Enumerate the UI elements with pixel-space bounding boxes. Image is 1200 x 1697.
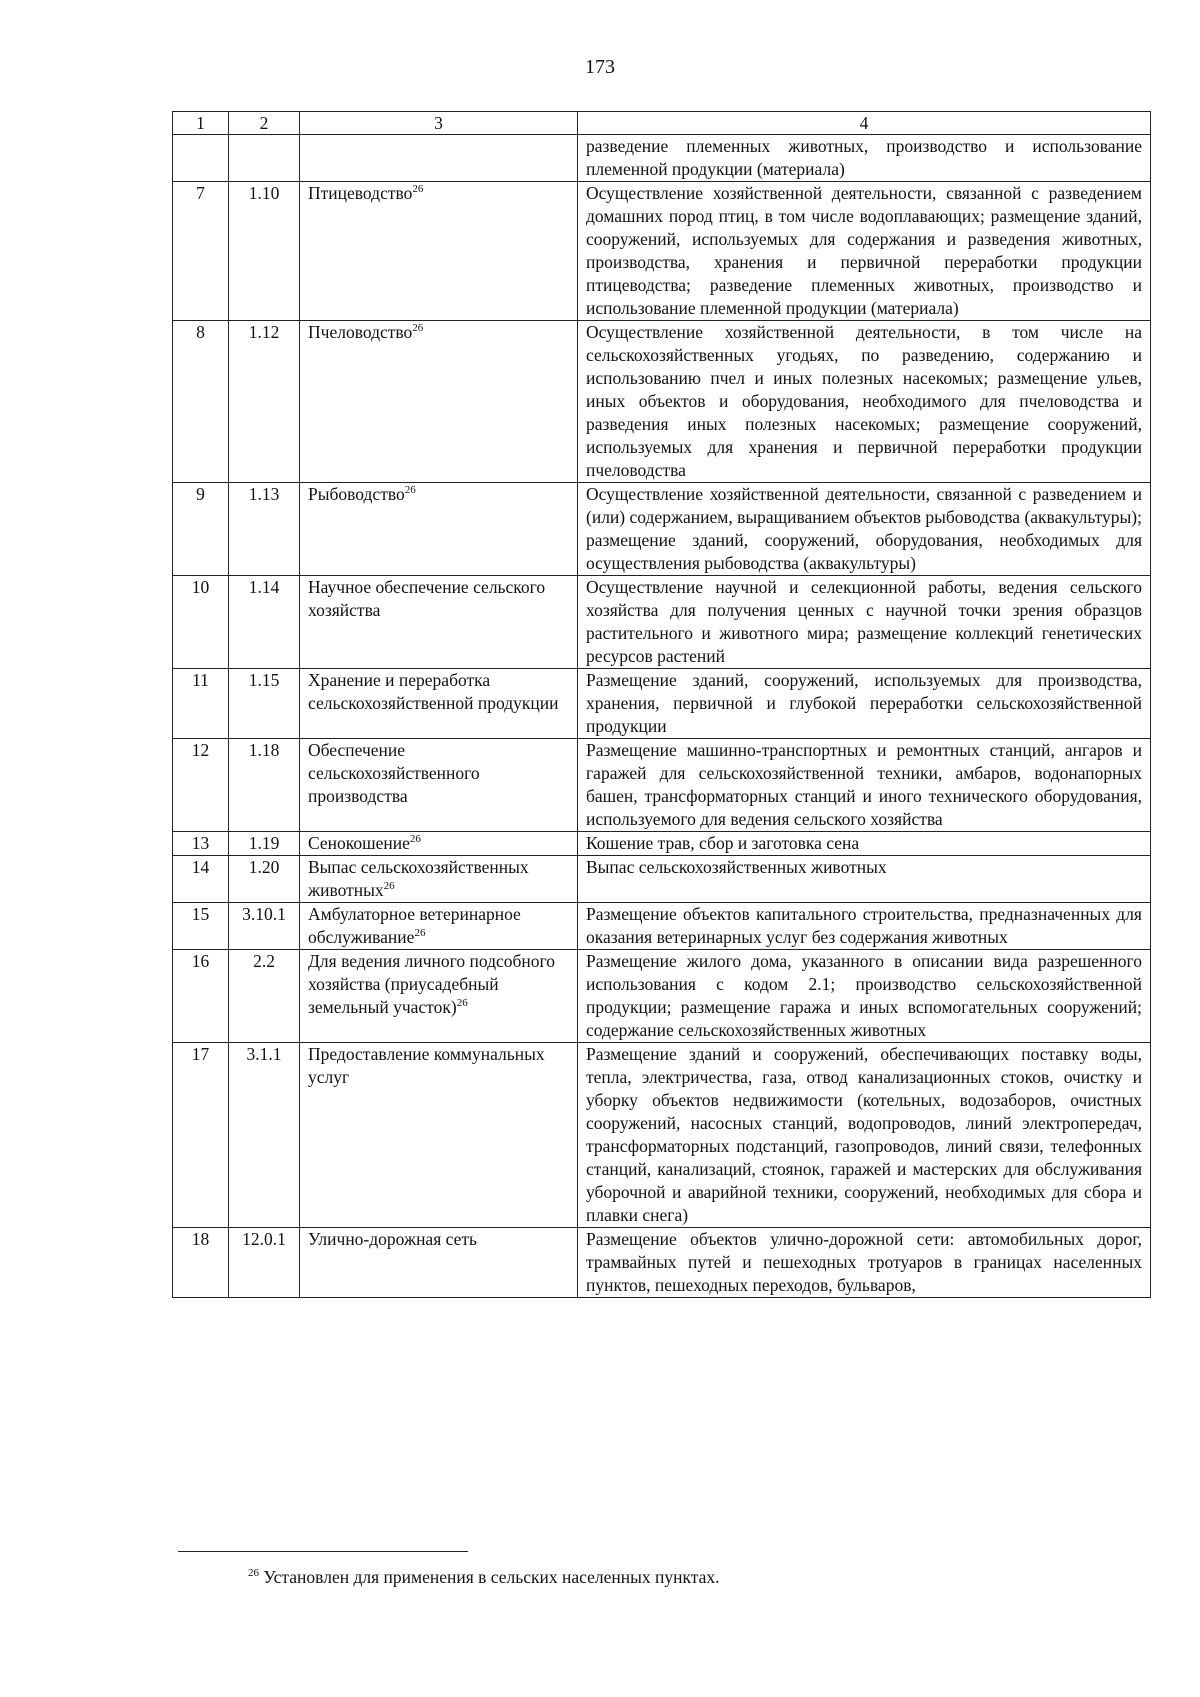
row-code [229,135,300,182]
row-description-text: Размещение машинно-транспортных и ремонтных станций, ангаров и гаражей для сельскохозяйственной техники, амбаров, водонапорных башен, трансформаторных станций и иного технического оборудования, используемого для ведения сельского хозяйства [586,740,1142,829]
table-row [173,321,1151,483]
row-name [300,576,578,669]
row-number-text: 7 [196,183,205,203]
row-description-text: Размещение зданий, сооружений, используемых для производства, хранения, первичной и глубокой переработки сельскохозяйственной продукции [586,670,1142,736]
row-name [300,483,578,576]
header-col-2: 2 [229,112,300,135]
footnote-divider [178,1551,468,1552]
row-code [229,1043,300,1228]
row-name-text: Предоставление коммунальных услуг [308,1044,545,1087]
row-number-text: 9 [196,484,205,504]
row-number-text: 10 [191,577,210,597]
row-number [173,739,229,832]
row-code-text: 1.18 [248,740,280,760]
row-number [173,903,229,950]
footnote-reference: 26 [456,997,468,1010]
row-number-text: 11 [192,670,209,690]
row-code-text: 1.19 [248,833,280,853]
row-description-text: Осуществление хозяйственной деятельности, связанной с разведением и (или) содержанием, выращиванием объектов рыбоводства (аквакультуры); размещение зданий, сооружений, оборудования, необходимых для осуществления рыбоводства (аквакультуры) [586,484,1142,573]
row-number [173,669,229,739]
row-number-text: 15 [191,904,210,924]
row-number [173,832,229,856]
row-code-text: 2.2 [253,951,275,971]
row-code [229,832,300,856]
row-code-text: 1.12 [248,322,280,342]
row-number [173,483,229,576]
table-row [173,903,1151,950]
row-description [578,856,1151,903]
row-description [578,739,1151,832]
header-col-4: 4 [578,112,1151,135]
row-name-text: Научное обеспечение сельского хозяйства [308,577,546,620]
row-code [229,739,300,832]
row-number [173,135,229,182]
row-code-text: 12.0.1 [242,1229,286,1249]
row-code-text: 3.1.1 [246,1044,282,1064]
row-code [229,669,300,739]
row-number-text: 17 [191,1044,210,1064]
row-description [578,576,1151,669]
table-row [173,832,1151,856]
row-number [173,1228,229,1298]
row-description-text: Размещение объектов улично-дорожной сети: автомобильных дорог, трамвайных путей и пешеходных тротуаров в границах населенных пунктов, пешеходных переходов, бульваров, [586,1229,1142,1295]
row-code-text: 1.20 [248,857,280,877]
row-description [578,182,1151,321]
row-name [300,321,578,483]
table-header-row [173,112,1151,135]
row-code-text: 3.10.1 [242,904,286,924]
row-code [229,856,300,903]
row-number [173,856,229,903]
row-name [300,1228,578,1298]
footnote-reference: 26 [383,880,395,893]
row-number-text: 8 [196,322,205,342]
footnote-reference: 26 [409,833,421,846]
row-code [229,321,300,483]
table-row [173,576,1151,669]
row-code [229,950,300,1043]
row-description [578,1228,1151,1298]
footnote-reference: 26 [412,322,424,335]
row-number-text: 13 [191,833,210,853]
header-col-3: 3 [300,112,578,135]
row-description [578,832,1151,856]
row-description [578,1043,1151,1228]
row-number [173,576,229,669]
row-description-text: Размещение жилого дома, указанного в описании вида разрешенного использования с кодом 2.1; производство сельскохозяйственной продукции; размещение гаража и иных вспомогательных сооружений; содержание сельскохозяйственных животных [586,951,1142,1040]
row-code [229,483,300,576]
row-description-text: Размещение объектов капитального строительства, предназначенных для оказания ветеринарных услуг без содержания животных [586,904,1142,947]
table-body [173,135,1151,1298]
row-name-text: Выпас сельскохозяйственных животных [308,857,529,900]
row-name [300,832,578,856]
row-description [578,321,1151,483]
row-name-text: Улично-дорожная сеть [308,1229,478,1249]
row-code-text: 1.15 [248,670,280,690]
footnote-mark: 26 [248,1567,259,1580]
row-name [300,856,578,903]
row-code-text: 1.10 [248,183,280,203]
row-name-text: Хранение и переработка сельскохозяйственной продукции [308,670,559,713]
table-row [173,669,1151,739]
row-number [173,182,229,321]
footnote [248,1567,719,1588]
row-description [578,135,1151,182]
row-number [173,321,229,483]
row-code [229,182,300,321]
table-row [173,739,1151,832]
row-number-text: 14 [191,857,210,877]
row-description-text: Выпас сельскохозяйственных животных [586,857,887,877]
footnote-reference: 26 [414,927,426,940]
footnote-text: Установлен для применения в сельских населенных пунктах. [263,1567,720,1587]
table-row [173,135,1151,182]
row-description [578,950,1151,1043]
row-code-text: 1.13 [248,484,280,504]
row-code [229,903,300,950]
row-description-text: Кошение трав, сбор и заготовка сена [586,833,860,853]
row-name [300,739,578,832]
row-description-text: разведение племенных животных, производство и использование племенной продукции (материала) [586,136,1142,179]
row-name [300,669,578,739]
row-number [173,950,229,1043]
row-name [300,950,578,1043]
row-description [578,483,1151,576]
row-number [173,1043,229,1228]
row-description [578,903,1151,950]
row-name-text: Пчеловодство [308,322,413,342]
table-row [173,483,1151,576]
row-description-text: Размещение зданий и сооружений, обеспечивающих поставку воды, тепла, электричества, газа, отвод канализационных стоков, очистку и уборку объектов недвижимости (котельных, водозаборов, очистных сооружений, насосных станций, водопроводов, линий электропередач, трансформаторных подстанций, газопроводов, линий связи, телефонных станций, канализаций, стоянок, гаражей и мастерских для обслуживания уборочной и аварийной техники, сооружений, необходимых для сбора и плавки снега) [586,1044,1142,1225]
row-code-text: 1.14 [248,577,280,597]
row-name-text: Для ведения личного подсобного хозяйства (приусадебный земельный участок) [308,951,556,1017]
row-number-text: 12 [191,740,210,760]
row-description-text: Осуществление хозяйственной деятельности, связанной с разведением домашних пород птиц, в том числе водоплавающих; размещение зданий, сооружений, используемых для содержания и разведения животных, производства, хранения и первичной переработки продукции птицеводства; разведение племенных животных, производство и использование племенной продукции (материала) [586,183,1142,318]
table-row [173,1043,1151,1228]
row-name [300,903,578,950]
footnote-reference: 26 [412,183,424,196]
row-name-text: Птицеводство [308,183,413,203]
footnote-reference: 26 [404,484,416,497]
table-row [173,182,1151,321]
land-use-table [172,111,1151,1298]
table-row [173,950,1151,1043]
table-row [173,856,1151,903]
row-number-text: 18 [191,1229,210,1249]
row-code [229,576,300,669]
header-col-1: 1 [173,112,229,135]
row-description-text: Осуществление хозяйственной деятельности, в том числе на сельскохозяйственных угодьях, по разведению, содержанию и использованию пчел и иных полезных насекомых; размещение ульев, иных объектов и оборудования, необходимого для пчеловодства и разведения иных полезных насекомых; размещение сооружений, используемых для хранения и первичной переработки продукции пчеловодства [586,322,1142,480]
table-row [173,1228,1151,1298]
row-name-text: Амбулаторное ветеринарное обслуживание [308,904,521,947]
row-name-text: Рыбоводство [308,484,405,504]
row-code [229,1228,300,1298]
row-name-text: Сенокошение [308,833,410,853]
row-name [300,1043,578,1228]
page-number: 173 [585,56,615,78]
row-name [300,135,578,182]
row-number-text: 16 [191,951,210,971]
row-description-text: Осуществление научной и селекционной работы, ведения сельского хозяйства для получения ценных с научной точки зрения образцов растительного и животного мира; размещение коллекций генетических ресурсов растений [586,577,1142,666]
row-description [578,669,1151,739]
row-name-text: Обеспечение сельскохозяйственного производства [308,740,480,806]
row-name [300,182,578,321]
